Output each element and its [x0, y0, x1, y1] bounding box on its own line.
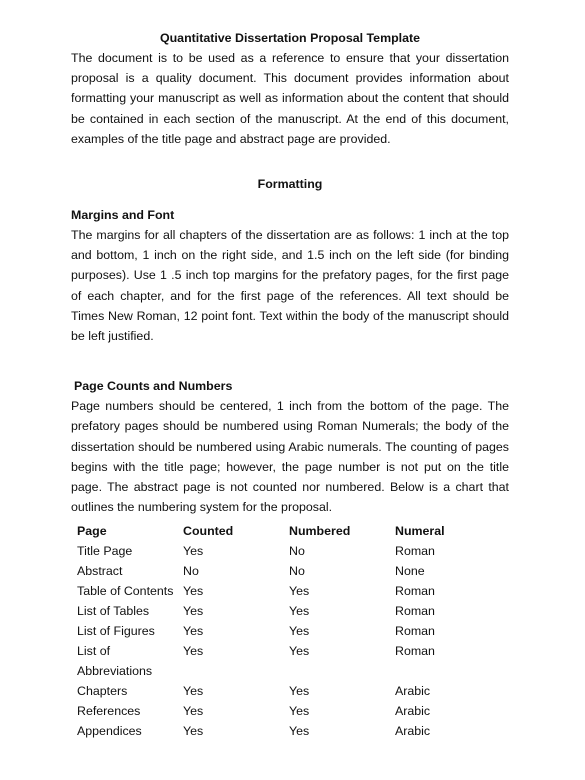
cell-page: List of Abbreviations — [77, 644, 153, 678]
cell-page: Table of Contents — [77, 584, 174, 598]
margins-paragraph: The margins for all chapters of the dissertation are as follows: 1 inch at the top and bottom, 1 inch on the right side, and 1.5 inch on the left side (for binding purposes). Use 1 .5 inch top margins for the prefatory pages, for the first page of each chapter, and for the first page of the references. All text should be Times New Roman, 12 point font. Text within the body of the manuscript should be left justified. — [71, 228, 509, 344]
cell-counted: Yes — [183, 624, 204, 638]
cell-numbered: Yes — [289, 584, 310, 598]
cell-numbered: Yes — [289, 724, 310, 738]
cell-counted: Yes — [183, 724, 204, 738]
cell-counted: No — [183, 564, 199, 578]
cell-numeral: Arabic — [395, 684, 431, 698]
table-row — [77, 701, 505, 721]
cell-page: List of Figures — [77, 624, 155, 638]
table-row — [77, 561, 505, 581]
cell-numeral: Roman — [395, 544, 435, 558]
cell-numeral: Arabic — [395, 724, 431, 738]
cell-numeral: Roman — [395, 624, 435, 638]
table-header-row — [77, 521, 505, 541]
table-row — [77, 641, 505, 681]
header-counted: Counted — [183, 524, 234, 538]
cell-numbered: Yes — [289, 704, 310, 718]
cell-page: Abstract — [77, 564, 123, 578]
cell-counted: Yes — [183, 584, 204, 598]
cell-page: References — [77, 704, 141, 718]
table-row — [77, 601, 505, 621]
cell-numeral: None — [395, 564, 425, 578]
header-numeral: Numeral — [395, 524, 445, 538]
table-row — [77, 621, 505, 641]
cell-numeral: Roman — [395, 584, 435, 598]
formatting-heading: Formatting — [257, 177, 323, 192]
document-title: Quantitative Dissertation Proposal Template — [159, 31, 421, 45]
page-counts-heading: Page Counts and Numbers — [74, 379, 233, 394]
header-numbered: Numbered — [289, 524, 351, 538]
cell-counted: Yes — [183, 644, 204, 658]
cell-page: Chapters — [77, 684, 128, 698]
cell-counted: Yes — [183, 684, 204, 698]
cell-numbered: Yes — [289, 604, 310, 618]
margins-heading: Margins and Font — [71, 208, 175, 223]
document-page — [71, 28, 509, 517]
table-row — [77, 681, 505, 701]
cell-page: Appendices — [77, 724, 142, 738]
cell-numbered: No — [289, 544, 305, 558]
cell-numbered: Yes — [289, 644, 310, 658]
header-page: Page — [77, 524, 107, 538]
cell-counted: Yes — [183, 544, 204, 558]
cell-numbered: Yes — [289, 684, 310, 698]
cell-numbered: Yes — [289, 624, 310, 638]
cell-counted: Yes — [183, 704, 204, 718]
table-row — [77, 541, 505, 561]
cell-numeral: Roman — [395, 644, 435, 658]
table-row — [77, 721, 505, 741]
cell-numeral: Arabic — [395, 704, 431, 718]
cell-numbered: No — [289, 564, 305, 578]
numbering-table — [77, 521, 505, 741]
page-counts-paragraph: Page numbers should be centered, 1 inch from the bottom of the page. The prefatory pages should be numbered using Roman Numerals; the body of the dissertation should be numbered using Arabic numerals. The counting of pages begins with the title page; however, the page number is not put on the title page. The abstract page is not counted nor numbered. Below is a chart that outlines the numbering system for the proposal. — [71, 399, 509, 515]
cell-page: Title Page — [77, 544, 133, 558]
cell-numeral: Roman — [395, 604, 435, 618]
table-row — [77, 581, 505, 601]
intro-paragraph: The document is to be used as a reference to ensure that your dissertation proposal is a quality document. This document provides information about formatting your manuscript as well as information about the content that should be contained in each section of the manuscript. At the end of this document, examples of the title page and abstract page are provided. — [71, 51, 509, 146]
cell-counted: Yes — [183, 604, 204, 618]
cell-page: List of Tables — [77, 604, 150, 618]
